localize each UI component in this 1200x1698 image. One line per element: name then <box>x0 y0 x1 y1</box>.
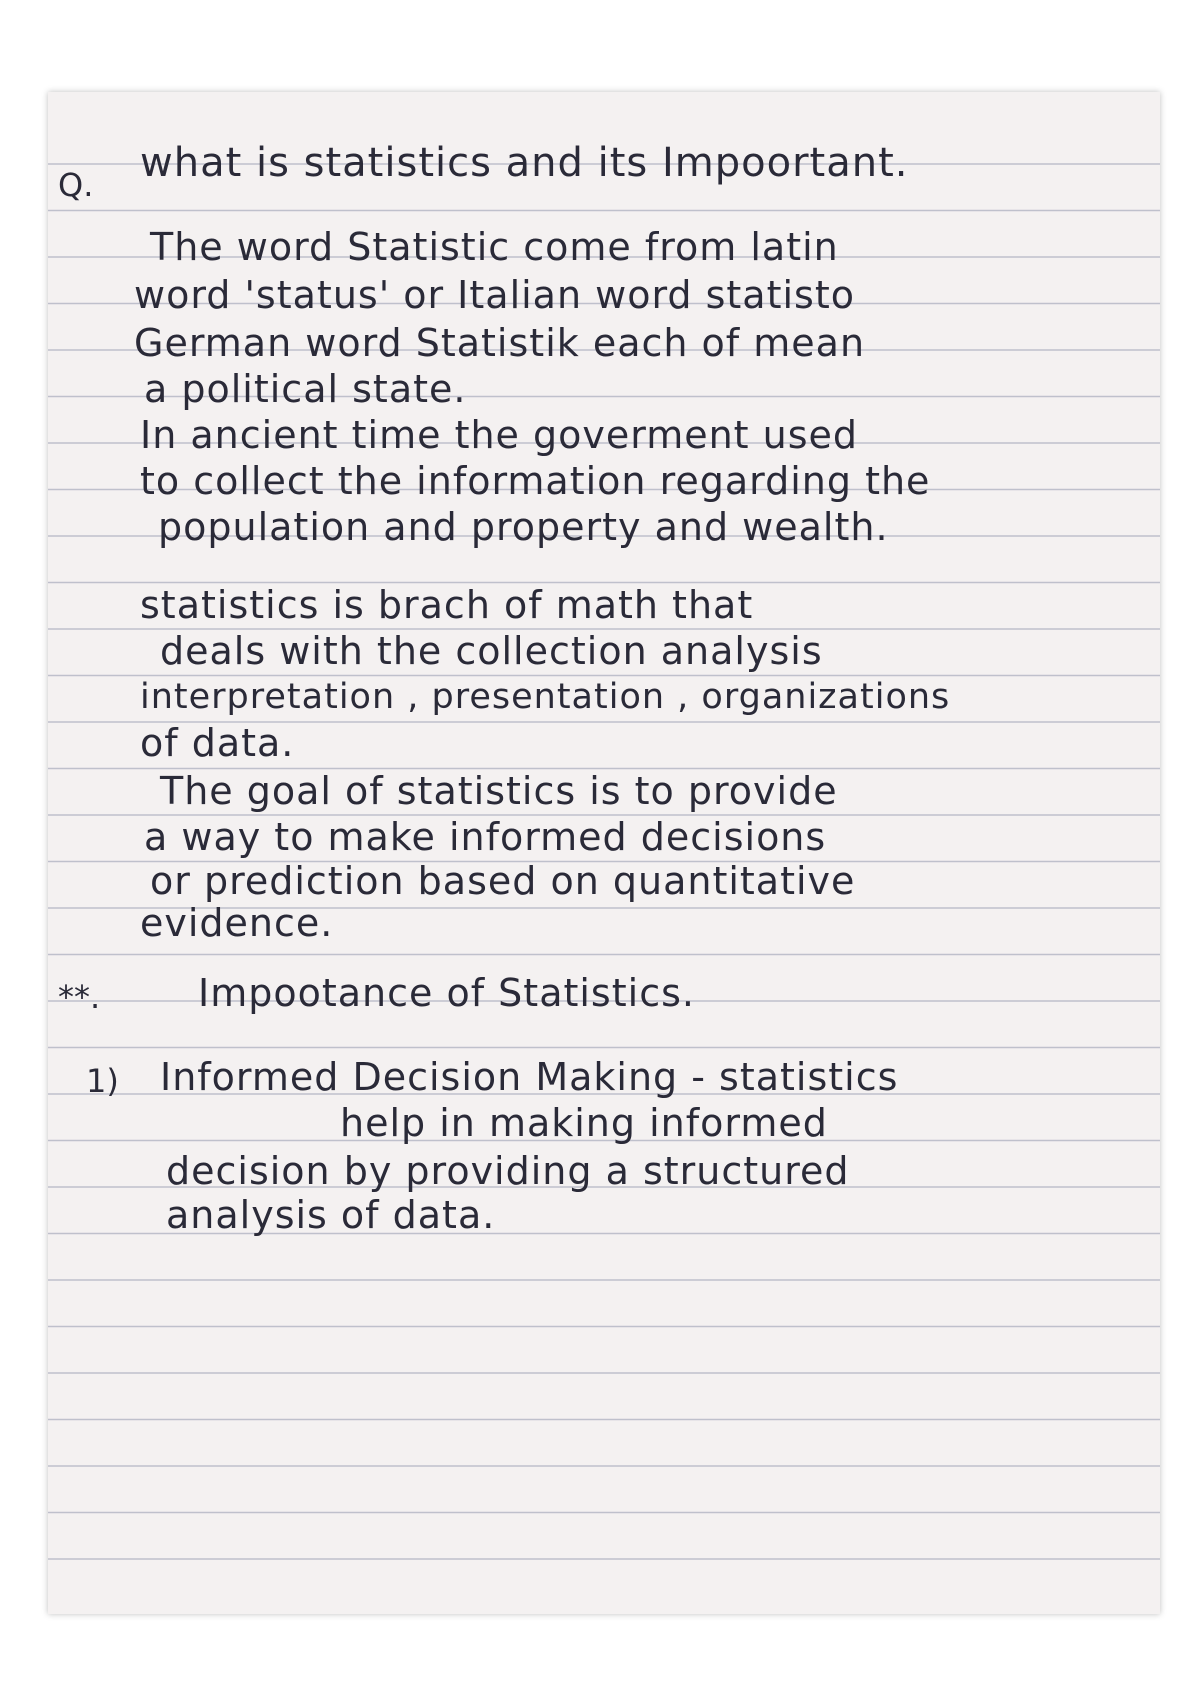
p1-line-4: a political state. <box>144 367 467 411</box>
item1-line-4: analysis of data. <box>166 1193 496 1237</box>
p2-line-2: deals with the collection analysis <box>160 629 823 673</box>
p1-line-5: In ancient time the goverment used <box>140 413 859 457</box>
p1-line-2: word 'status' or Italian word statisto <box>134 273 855 317</box>
p1-line-6: to collect the information regarding the <box>140 459 931 503</box>
p1-line-1: The word Statistic come from latin <box>150 225 839 269</box>
p2-line-4: of data. <box>140 721 295 765</box>
item1-line-1: Informed Decision Making - statistics <box>160 1055 899 1099</box>
item1-line-3: decision by providing a structured <box>166 1149 850 1193</box>
question-text: what is statistics and its Impoortant. <box>140 140 909 186</box>
question-marker: Q. <box>58 166 94 204</box>
p2-line-1: statistics is brach of math that <box>140 583 754 627</box>
section-marker: **. <box>58 978 101 1016</box>
p1-line-7: population and property and wealth. <box>158 505 889 549</box>
section-heading: Impootance of Statistics. <box>198 971 695 1015</box>
p1-line-3: German word Statistik each of mean <box>134 321 866 365</box>
item1-marker: 1) <box>86 1062 119 1100</box>
p2-line-5: The goal of statistics is to provide <box>160 769 838 813</box>
notebook-page <box>48 92 1160 1614</box>
p2-line-7: or prediction based on quantitative <box>150 859 856 903</box>
item1-line-2: help in making informed <box>340 1101 828 1145</box>
p2-line-8: evidence. <box>140 901 334 945</box>
p2-line-6: a way to make informed decisions <box>144 815 827 859</box>
p2-line-3: interpretation , presentation , organizations <box>140 677 951 717</box>
